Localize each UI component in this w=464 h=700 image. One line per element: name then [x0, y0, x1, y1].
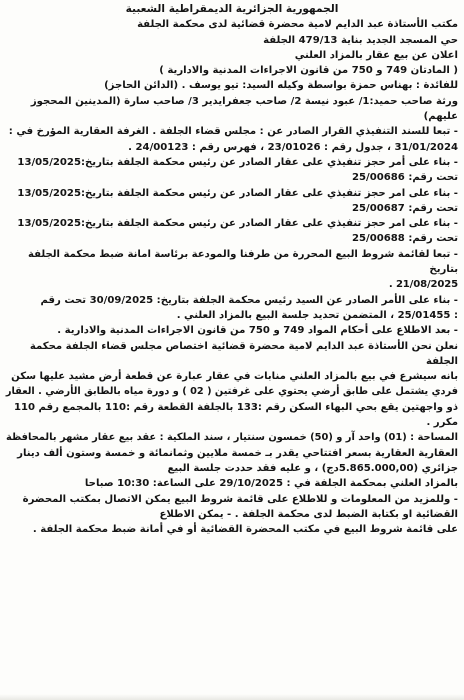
- property-description-3: ذو واجهتين يقع بحي البهاء السكن رقم :133 بالجلفة القطعة رقم :110 بالمجمع رقم 110: [13, 401, 458, 413]
- seizure-order-3-number: تحت رقم: 25/00688: [351, 233, 458, 245]
- property-description-1: بانه سيشرع في بيع بالمزاد العلني منابات في عقار عبارة عن قطعة أرض مشيد عليها سكن: [11, 371, 458, 383]
- creditor-line: للفائدة : بهناس حمزة بواسطة وكيله السيد: تيو يوسف . (الدائن الحاجز): [104, 80, 458, 92]
- enforcement-title-ref: 31/01/2024 ، جدول رقم : 23/01026 ، فهرس رقم : 24/00123 .: [128, 141, 458, 153]
- president-order-line: - بناء على الأمر الصادر عن السيد رئيس محكمة الجلفة بتاريخ: 30/09/2025 تحت رقم: [40, 294, 458, 306]
- office-line: مكتب الأستاذة عبد الدايم لامية محضرة قضائية لدى محكمة الجلفة: [137, 19, 458, 31]
- seizure-order-1-number: تحت رقم: 25/00686: [351, 172, 458, 184]
- property-description-2: فردي يشتمل على طابق أرضي يحتوي على غرفتين ( 02 ) و دورة مياه بالطابق الأرضي . العقار: [5, 386, 458, 398]
- paper-bottom-edge: [0, 694, 464, 700]
- articles-review-line: - بعد الاطلاع على أحكام المواد 749 و 750 من قانون الاجراءات المدنية والادارية .: [57, 325, 458, 337]
- seizure-order-1: - بناء على أمر حجز تنفيذي على عقار الصادر عن رئيس محكمة الجلفة بتاريخ:13/05/2025: [17, 156, 458, 168]
- debtors-line-end: عليهم): [423, 111, 458, 123]
- sale-conditions-line: - تبعا لقائمة شروط البيع المحررة من طرفنا والمودعة برئاسة امانة ضبط محكمة الجلفة: [27, 248, 458, 260]
- legal-articles: ( المادتان 749 و 750 من قانون الاجراءات المدنية والادارية ): [159, 65, 458, 77]
- seizure-order-3: - بناء على امر حجز تنفيذي على عقار الصادر عن رئيس محكمة الجلفة بتاريخ:13/05/2025: [17, 218, 458, 230]
- price-amount-line: جزائري (5.865.000,00دج) ، و عليه فقد حددت جلسة البيع: [167, 462, 458, 474]
- area-line: المساحة : (01) واحد آر و (50) خمسون سنتيار ، سند الملكية : عقد بيع عقار مشهر بالمحافظة: [5, 432, 458, 444]
- info-line-3: على قائمة شروط البيع في مكتب المحضرة القضائية أو في أمانة ضبط محكمة الجلفة .: [32, 524, 458, 536]
- notice-title: اعلان عن بيع عقار بالمزاد العلني: [294, 49, 458, 61]
- debtors-line: ورثة صاحب حميد:1/ عبود نيسة 2/ صاحب جعفرايدير 3/ صاحب سارة (المدينين المحجوز: [30, 95, 458, 107]
- address-line: حي المسجد الجديد بناية 479/13 الجلفة: [263, 34, 458, 46]
- republic-header: الجمهورية الجزائرية الديمقراطية الشعبية: [125, 3, 339, 15]
- info-line-1: - وللمزيد من المعلومات و للاطلاع على قائمة شروط البيع يمكن الاتصال بمكتب المحضرة: [22, 493, 458, 505]
- price-line: العقارية العقارية بسعر افتتاحي يقدر بـ خمسة ملايين وثمانمائة و خمسة وستون ألف دينار: [17, 447, 458, 459]
- announcement-line-end: الجلفة: [425, 355, 458, 367]
- sale-conditions-date-label: بتاريخ: [429, 264, 458, 276]
- announcement-line: نعلن نحن الأستاذة عبد الدايم لامية محضرة قضائية اختصاص مجلس قضاء الجلفة محكمة: [29, 340, 458, 352]
- enforcement-title-line: - تبعا للسند التنفيذي القرار الصادر عن : مجلس قضاء الجلفة . الغرفة العقارية المؤرخ في :: [8, 126, 458, 138]
- info-line-2: القضائية او بكتابة الضبط لدى محكمة الجلفة . - يمكن الاطلاع: [159, 508, 458, 520]
- president-order-number: : 25/01455 ، المتضمن تحديد جلسة البيع بالمزاد العلني .: [176, 309, 458, 321]
- sale-conditions-date: 21/08/2025 .: [388, 279, 458, 291]
- seizure-order-2: - بناء على امر حجز تنفيذي على عقار الصادر عن رئيس محكمة الجلفة بتاريخ:13/05/2025: [17, 187, 458, 199]
- property-description-4: مكرر .: [426, 417, 458, 429]
- auction-date-line: بالمزاد العلني بمحكمة الجلفة في : 29/10/2025 على الساعة: 10:30 صباحا: [84, 478, 458, 490]
- seizure-order-2-number: تحت رقم: 25/00687: [351, 202, 458, 214]
